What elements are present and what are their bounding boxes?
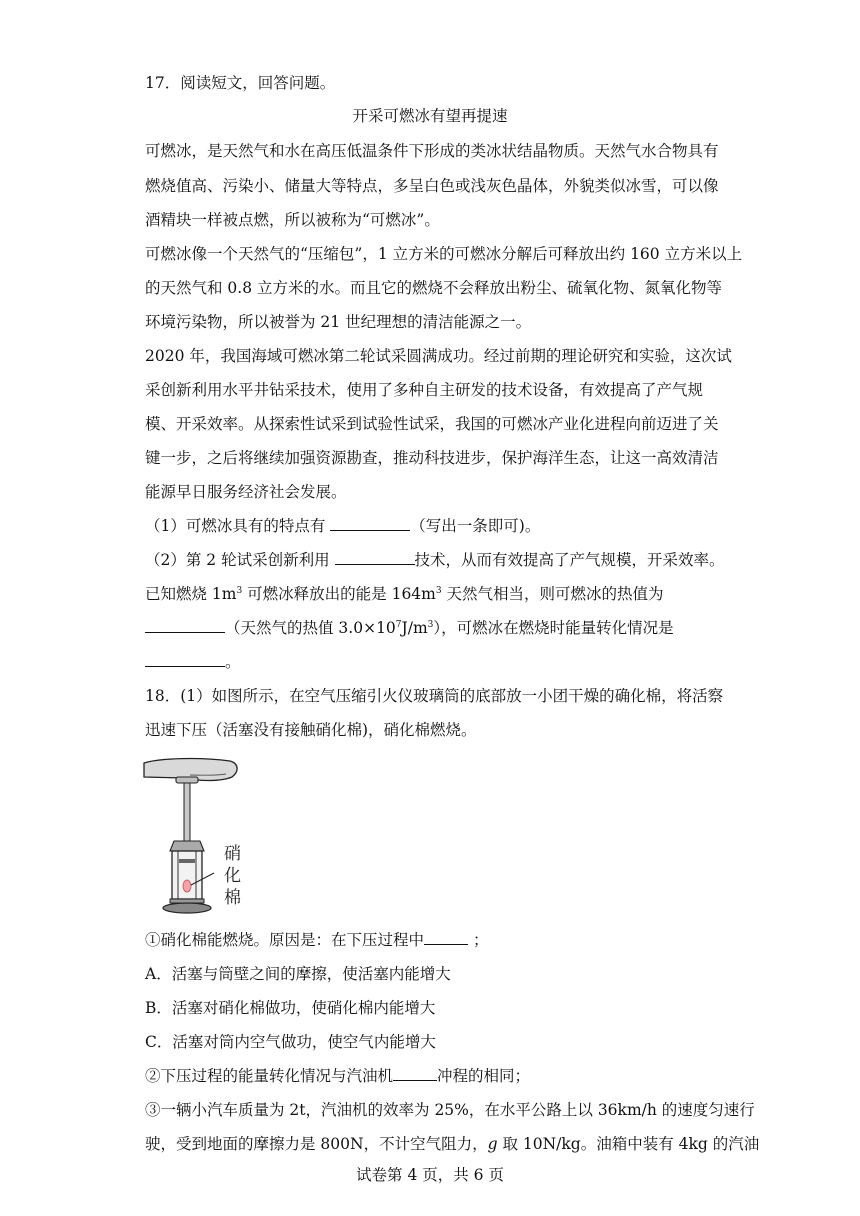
option-c[interactable]: C．活塞对筒内空气做功，使空气内能增大 [145, 1033, 436, 1051]
air-compression-igniter-figure [140, 755, 250, 920]
answer-blank[interactable] [393, 1066, 437, 1081]
q17-sub5: 。 [145, 652, 241, 672]
paragraph-line: 键一步，之后将继续加强资源勘查，推动科技进步，保护海洋生态，让这一高效清洁 [145, 449, 719, 467]
q17-sub1: （1）可燃冰具有的特点有 （写出一条即可)。 [145, 517, 541, 535]
paragraph-line: 可燃冰像一个天然气的“压缩包”，1 立方米的可燃冰分解后可释放出约 160 立方米以上 [145, 245, 743, 263]
cylinder-cap [170, 841, 204, 851]
figure-label-char: 棉 [224, 888, 241, 908]
paragraph-line: 2020 年，我国海域可燃冰第二轮试采圆满成功。经过前期的理论研究和实验，这次试 [145, 347, 732, 365]
page-footer: 试卷第 4 页，共 6 页 [356, 1166, 504, 1184]
q18-sub2: ②下压过程的能量转化情况与汽油机 冲程的相同； [145, 1067, 531, 1085]
piston-head [179, 859, 195, 863]
paragraph-line: 燃烧值高、污染小、储量大等特点，多呈白色或浅灰色晶体，外貌类似冰雪，可以像 [145, 177, 719, 195]
answer-blank[interactable] [145, 652, 225, 667]
answer-blank[interactable] [145, 618, 225, 633]
paragraph-line: 采创新利用水平井钻采技术，使用了多种自主研发的技术设备，有效提高了产气规 [145, 381, 704, 399]
option-b[interactable]: B．活塞对硝化棉做功，使硝化棉内能增大 [145, 999, 436, 1017]
article-title: 开采可燃冰有望再提速 [352, 107, 508, 125]
cotton-icon [183, 880, 191, 892]
q17-sub3: 已知燃烧 $1m^3$ 可燃冰释放出的能是 $164m^3$ 天然气相当，则可燃冰的热值为 [145, 585, 664, 603]
piston-rod [184, 783, 190, 841]
option-a[interactable]: A．活塞与筒壁之间的摩擦，使活塞内能增大 [145, 965, 451, 983]
q18-sub3-line: ③一辆小汽车质量为 2t，汽油机的效率为 25%，在水平公路上以 36km/h 的速度匀速行 [145, 1101, 755, 1119]
q18-intro-line: 18．(1）如图所示，在空气压缩引火仪玻璃筒的底部放一小团干燥的确化棉，将活察 [145, 687, 724, 705]
paragraph-line: 酒精块一样被点燃，所以被称为“可燃冰”。 [145, 211, 440, 229]
q18-sub3-line: 驶，受到地面的摩擦力是 800N，不计空气阻力，g 取 10N/kg。油箱中装有 4kg 的汽油 [145, 1135, 760, 1153]
q18-sub1: ①硝化棉能燃烧。原因是：在下压过程中 ； [145, 931, 489, 949]
paragraph-line: 可燃冰，是天然气和水在高压低温条件下形成的类冰状结晶物质。天然气水合物具有 [145, 142, 719, 160]
answer-blank[interactable] [424, 930, 468, 945]
figure-drawing [140, 755, 250, 920]
paragraph-line: 环境污染物，所以被誉为 21 世纪理想的清洁能源之一。 [145, 313, 532, 331]
figure-label-char: 化 [224, 866, 241, 886]
figure-label-char: 硝 [224, 844, 241, 864]
q18-intro-line: 迅速下压（活塞没有接触硝化棉)，硝化棉燃烧。 [145, 721, 477, 739]
q17-sub2: （2）第 2 轮试采创新利用 技术，从而有效提高了产气规模，开采效率。 [145, 551, 725, 569]
answer-blank[interactable] [330, 516, 410, 531]
paragraph-line: 能源早日服务经济社会发展。 [145, 483, 347, 501]
answer-blank[interactable] [335, 550, 415, 565]
q17-header: 17．阅读短文，回答问题。 [145, 74, 336, 92]
base-plate [163, 903, 211, 913]
q17-sub4: （天然气的热值 $3.0\times 10^7J/m^3$），可燃冰在燃烧时能量转化情况是 [145, 618, 674, 638]
paragraph-line: 的天然气和 0.8 立方米的水。而且它的燃烧不会释放出粉尘、硫氧化物、氮氧化物等 [145, 279, 723, 297]
piston-knob [176, 777, 198, 783]
paragraph-line: 模、开采效率。从探索性试采到试验性试采，我国的可燃冰产业化进程向前迈进了关 [145, 415, 719, 433]
